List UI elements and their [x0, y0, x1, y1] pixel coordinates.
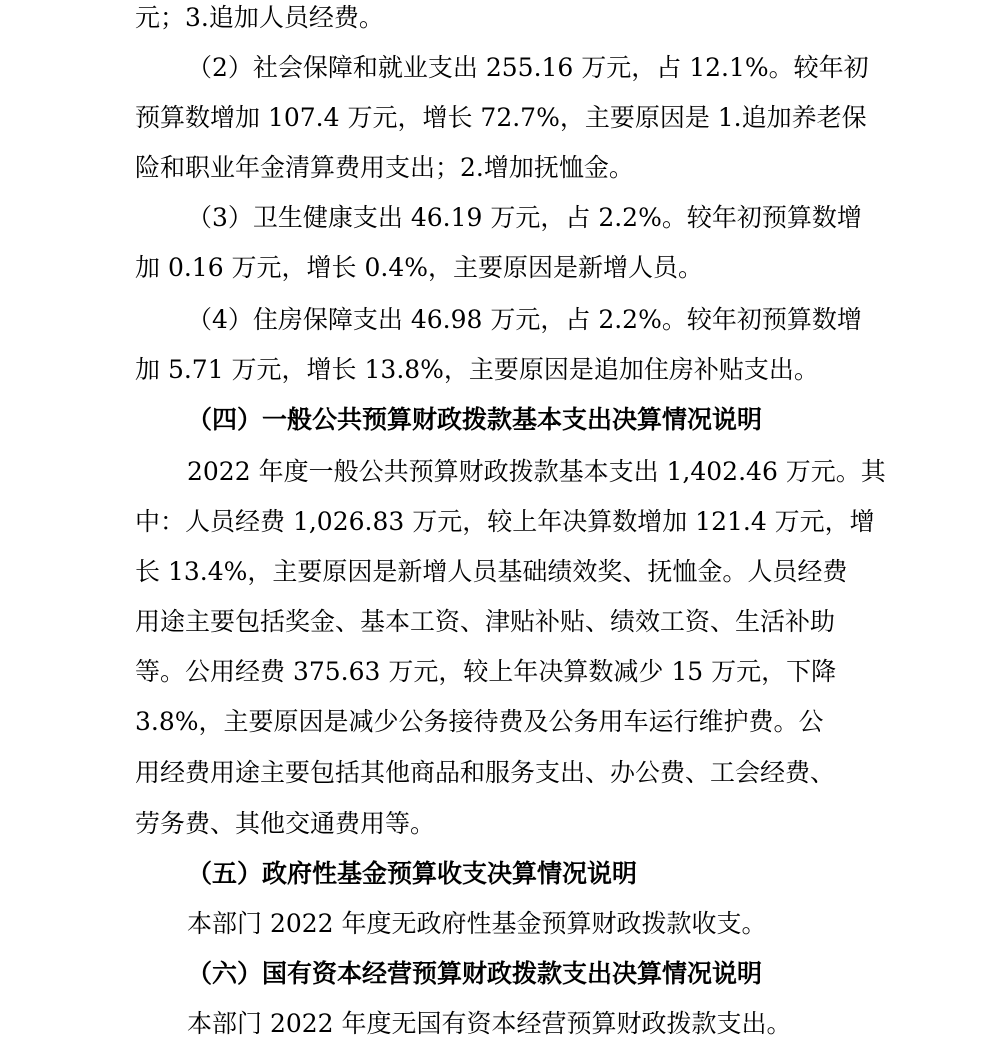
body-text-line: 等。公用经费 375.63 万元，较上年决算数减少 15 万元，下降 [135, 657, 837, 686]
body-text-line: 长 13.4%，主要原因是新增人员基础绩效奖、抚恤金。人员经费 [135, 557, 848, 586]
body-text-line: 预算数增加 107.4 万元，增长 72.7%，主要原因是 1.追加养老保 [135, 103, 867, 132]
section-heading: （六）国有资本经营预算财政拨款支出决算情况说明 [187, 959, 763, 988]
body-text-line: 本部门 2022 年度无政府性基金预算财政拨款收支。 [187, 909, 767, 938]
body-text-line: 元；3.追加人员经费。 [135, 3, 384, 32]
body-text-line: 加 5.71 万元，增长 13.8%，主要原因是追加住房补贴支出。 [135, 355, 819, 384]
section-heading: （五）政府性基金预算收支决算情况说明 [187, 859, 638, 888]
body-text-line: 3.8%，主要原因是减少公务接待费及公务用车运行维护费。公 [135, 707, 824, 736]
body-text-line: （2）社会保障和就业支出 255.16 万元，占 12.1%。较年初 [187, 53, 869, 82]
body-text-line: 2022 年度一般公共预算财政拨款基本支出 1,402.46 万元。其 [187, 457, 886, 486]
body-text-line: 中：人员经费 1,026.83 万元，较上年决算数增加 121.4 万元，增 [135, 507, 875, 536]
body-text-line: 用途主要包括奖金、基本工资、津贴补贴、绩效工资、生活补助 [135, 607, 836, 636]
body-text-line: （4）住房保障支出 46.98 万元，占 2.2%。较年初预算数增 [187, 305, 862, 334]
section-heading: （四）一般公共预算财政拨款基本支出决算情况说明 [187, 405, 763, 434]
body-text-line: 用经费用途主要包括其他商品和服务支出、办公费、工会经费、 [135, 758, 836, 787]
body-text-line: （3）卫生健康支出 46.19 万元，占 2.2%。较年初预算数增 [187, 203, 862, 232]
body-text-line: 本部门 2022 年度无国有资本经营预算财政拨款支出。 [187, 1009, 792, 1038]
body-text-line: 险和职业年金清算费用支出；2.增加抚恤金。 [135, 153, 634, 182]
body-text-line: 劳务费、其他交通费用等。 [135, 809, 436, 838]
body-text-line: 加 0.16 万元，增长 0.4%，主要原因是新增人员。 [135, 253, 704, 282]
